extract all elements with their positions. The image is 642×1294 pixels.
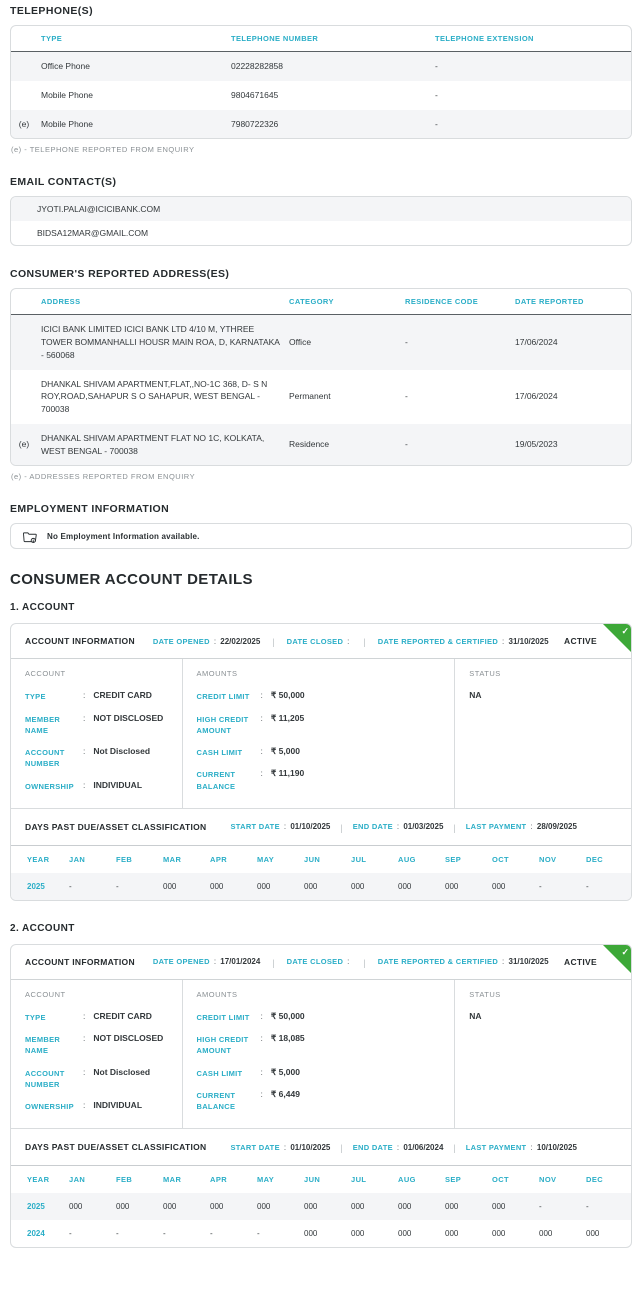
dpd-header: DAYS PAST DUE/ASSET CLASSIFICATION START DATE : 01/10/2025 | END DATE : 01/03/2025 | LAST PAYMENT : 28/09/2025 xyxy=(11,808,631,846)
phone-number: 7980722326 xyxy=(231,118,279,129)
residence-code: - xyxy=(405,391,408,402)
phone-extension: - xyxy=(435,118,438,129)
list-item-email: JYOTI.PALAI@ICICIBANK.COM xyxy=(11,197,631,221)
status-column: STATUS NA xyxy=(454,659,631,808)
column-header-extension: TELEPHONE EXTENSION xyxy=(431,26,631,52)
addresses-footnote: (e) - ADDRESSES REPORTED FROM ENQUIRY xyxy=(11,472,196,482)
table-row xyxy=(11,370,631,424)
divider xyxy=(340,818,342,836)
dpd-year-row: 2024 - - - - - 000 000 000 000 000 000 000 xyxy=(11,1220,631,1247)
address-text: DHANKAL SHIVAM APARTMENT,FLAT,,NO-1C 368, D- S N ROY,ROAD,SAHAPUR S O SAHAPUR, WEST BENGAL - 700038 xyxy=(41,378,268,414)
field-member-name: MEMBER NAME : NOT DISCLOSED xyxy=(25,713,168,737)
field-ownership: OWNERSHIP : INDIVIDUAL xyxy=(25,1100,168,1112)
enquiry-marker: (e) xyxy=(18,118,30,129)
addresses-section-title: CONSUMER'S REPORTED ADDRESS(ES) xyxy=(10,268,230,281)
telephones-header-row xyxy=(11,26,631,52)
end-date: END DATE : 01/03/2025 xyxy=(353,822,444,831)
field-type: TYPE : CREDIT CARD xyxy=(25,1011,168,1023)
dpd-header-row: YEAR JAN FEB MAR APR MAY JUN JUL AUG SEP OCT NOV DEC xyxy=(27,854,604,864)
account-2-heading: 2. ACCOUNT xyxy=(10,922,75,934)
account-info-header xyxy=(11,624,631,659)
telephones-footnote: (e) - TELEPHONE REPORTED FROM ENQUIRY xyxy=(11,145,195,155)
divider xyxy=(340,1138,342,1156)
enquiry-marker xyxy=(11,315,37,370)
residence-code: - xyxy=(405,439,408,450)
consumer-account-details-title: CONSUMER ACCOUNT DETAILS xyxy=(10,571,253,589)
field-ownership: OWNERSHIP : INDIVIDUAL xyxy=(25,780,168,792)
field-account-number: ACCOUNT NUMBER : Not Disclosed xyxy=(25,746,168,770)
year-value: 2025 xyxy=(27,881,45,891)
field-member-name: MEMBER NAME : NOT DISCLOSED xyxy=(25,1033,168,1057)
field-cash-limit: CASH LIMIT : ₹ 5,000 xyxy=(197,746,441,758)
telephones-section-title: TELEPHONE(S) xyxy=(10,5,93,17)
field-current-balance: CURRENT BALANCE : ₹ 11,190 xyxy=(197,768,441,792)
phone-type: Mobile Phone xyxy=(41,89,93,100)
address-text: DHANKAL SHIVAM APARTMENT FLAT NO 1C, KOLKATA, WEST BENGAL - 700038 xyxy=(41,432,265,456)
dpd-header: DAYS PAST DUE/ASSET CLASSIFICATION START DATE : 01/10/2025 | END DATE : 01/06/2024 | LAST PAYMENT : 10/10/2025 xyxy=(11,1128,631,1166)
year-value: 2025 xyxy=(27,1202,45,1212)
phone-number: 02228282858 xyxy=(231,61,284,71)
start-date: START DATE : 01/10/2025 xyxy=(230,1143,330,1152)
table-row xyxy=(11,424,631,466)
date-reported: 17/06/2024 xyxy=(515,391,558,402)
divider xyxy=(363,953,365,971)
emails-panel xyxy=(10,196,632,246)
divider xyxy=(272,953,274,971)
account-card xyxy=(10,944,632,1249)
employment-section-title: EMPLOYMENT INFORMATION xyxy=(10,503,170,516)
status-badge: ACTIVE xyxy=(564,956,597,967)
divider xyxy=(453,818,455,836)
check-icon: ✓ xyxy=(621,626,629,637)
divider xyxy=(453,1138,455,1156)
list-item-email: BIDSA12MAR@GMAIL.COM xyxy=(37,228,149,239)
account-1-heading: 1. ACCOUNT xyxy=(10,602,75,614)
account-information-label: ACCOUNT INFORMATION xyxy=(25,956,135,967)
account-info-header xyxy=(11,945,631,980)
column-header-address: ADDRESS xyxy=(37,289,285,315)
account-information-label: ACCOUNT INFORMATION xyxy=(25,636,135,647)
dpd-table xyxy=(11,1166,631,1247)
phone-type: Mobile Phone xyxy=(41,118,93,129)
column-header-category: CATEGORY xyxy=(285,289,401,315)
column-header-date-reported: DATE REPORTED xyxy=(511,289,631,315)
field-high-credit-amount: HIGH CREDIT AMOUNT : ₹ 11,205 xyxy=(197,713,441,737)
last-payment: LAST PAYMENT : 10/10/2025 xyxy=(466,1143,577,1152)
amounts-column: AMOUNTS CREDIT LIMIT : ₹ 50,000 HIGH CREDIT AMOUNT : ₹ 18,085 CASH LIMIT : ₹ 5,000 CURRENT BALANCE : ₹ 6,449 xyxy=(182,980,455,1129)
status-value: NA xyxy=(469,1010,482,1021)
phone-extension: - xyxy=(435,61,438,71)
enquiry-marker: (e) xyxy=(18,439,30,450)
table-row xyxy=(11,81,631,110)
dpd-year-row: 2025 000 000 000 000 000 000 000 000 000 000 - - xyxy=(11,1193,631,1220)
amounts-column: AMOUNTS CREDIT LIMIT : ₹ 50,000 HIGH CREDIT AMOUNT : ₹ 11,205 CASH LIMIT : ₹ 5,000 CURRENT BALANCE : ₹ 11,190 xyxy=(182,659,455,808)
address-category: Residence xyxy=(289,439,330,450)
end-date: END DATE : 01/06/2024 xyxy=(353,1143,444,1152)
emails-section-title: EMAIL CONTACT(S) xyxy=(10,176,117,189)
column-header-residence-code: RESIDENCE CODE xyxy=(401,289,511,315)
status-badge: ACTIVE xyxy=(564,636,597,647)
addresses-header-row xyxy=(11,289,631,315)
telephones-table xyxy=(11,26,631,138)
active-ribbon xyxy=(603,945,631,973)
account-card-body xyxy=(11,659,631,808)
field-cash-limit: CASH LIMIT : ₹ 5,000 xyxy=(197,1067,441,1079)
account-card-body xyxy=(11,980,631,1129)
phone-number: 9804671645 xyxy=(231,89,279,100)
date-closed: DATE CLOSED : xyxy=(287,637,352,646)
date-reported: 19/05/2023 xyxy=(515,439,558,450)
dpd-header-row: YEAR JAN FEB MAR APR MAY JUN JUL AUG SEP OCT NOV DEC xyxy=(27,1175,604,1185)
address-text: ICICI BANK LIMITED ICICI BANK LTD 4/10 M, YTHREE TOWER BOMMANHALLI HOUSR MAIN ROA, D, KARNATAKA - 560068 xyxy=(41,324,280,360)
address-category: Permanent xyxy=(289,391,331,402)
divider xyxy=(363,632,365,650)
enquiry-marker xyxy=(11,81,37,110)
date-reported-certified: DATE REPORTED & CERTIFIED : 31/10/2025 xyxy=(378,957,549,966)
year-value: 2024 xyxy=(27,1229,45,1239)
addresses-table xyxy=(11,289,631,465)
account-column: ACCOUNT TYPE : CREDIT CARD MEMBER NAME : NOT DISCLOSED ACCOUNT NUMBER : Not Disclosed OWNERSHIP : INDIVIDUAL xyxy=(11,980,182,1129)
check-icon: ✓ xyxy=(621,946,629,957)
last-payment: LAST PAYMENT : 28/09/2025 xyxy=(466,822,577,831)
status-value: NA xyxy=(469,690,482,701)
date-reported-certified: DATE REPORTED & CERTIFIED : 31/10/2025 xyxy=(378,637,549,646)
employment-message: No Employment Information available. xyxy=(47,531,200,541)
field-high-credit-amount: HIGH CREDIT AMOUNT : ₹ 18,085 xyxy=(197,1033,441,1057)
phone-extension: - xyxy=(435,89,438,100)
enquiry-marker xyxy=(11,370,37,424)
table-row xyxy=(11,52,631,81)
telephones-panel xyxy=(10,25,632,139)
date-opened: DATE OPENED : 22/02/2025 xyxy=(153,637,260,646)
address-category: Office xyxy=(289,337,312,347)
date-opened: DATE OPENED : 17/01/2024 xyxy=(153,957,260,966)
date-closed: DATE CLOSED : xyxy=(287,957,352,966)
active-ribbon xyxy=(603,624,631,652)
field-credit-limit: CREDIT LIMIT : ₹ 50,000 xyxy=(197,1011,441,1023)
field-current-balance: CURRENT BALANCE : ₹ 6,449 xyxy=(197,1089,441,1113)
phone-type: Office Phone xyxy=(41,61,90,71)
enquiry-marker xyxy=(11,52,37,81)
field-type: TYPE : CREDIT CARD xyxy=(25,690,168,702)
marker-column-header xyxy=(11,26,37,52)
dpd-year-row: 2025 - - 000 000 000 000 000 000 000 000 - - xyxy=(11,873,631,900)
employment-panel xyxy=(10,523,632,549)
folder-info-icon xyxy=(23,530,37,542)
table-row xyxy=(11,315,631,370)
dpd-table xyxy=(11,846,631,900)
column-header-type: TYPE xyxy=(37,26,227,52)
status-column: STATUS NA xyxy=(454,980,631,1129)
field-credit-limit: CREDIT LIMIT : ₹ 50,000 xyxy=(197,690,441,702)
residence-code: - xyxy=(405,337,408,347)
date-reported: 17/06/2024 xyxy=(515,337,558,347)
account-column: ACCOUNT TYPE : CREDIT CARD MEMBER NAME : NOT DISCLOSED ACCOUNT NUMBER : Not Disclosed OWNERSHIP : INDIVIDUAL xyxy=(11,659,182,808)
addresses-panel xyxy=(10,288,632,466)
table-row xyxy=(11,110,631,139)
start-date: START DATE : 01/10/2025 xyxy=(230,822,330,831)
divider xyxy=(272,632,274,650)
marker-column-header xyxy=(11,289,37,315)
field-account-number: ACCOUNT NUMBER : Not Disclosed xyxy=(25,1067,168,1091)
column-header-number: TELEPHONE NUMBER xyxy=(227,26,431,52)
account-card xyxy=(10,623,632,901)
